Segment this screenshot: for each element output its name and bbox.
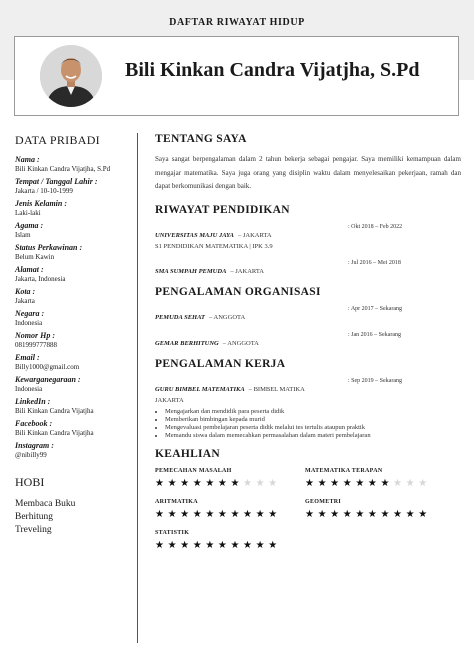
personal-field [15, 265, 137, 284]
duty-item: • Memberikan bimbingan kepada murid [165, 416, 461, 424]
pendidikan-entry [155, 224, 461, 252]
entry-title-line [155, 332, 461, 350]
filled-star-icon: ★ [217, 508, 231, 520]
about-text: Saya sangat berpengalaman dalam 2 tahun bekerja sebagai pengajar. Saya memiliki kemampuan dalam mengajar matematika. Saya juga orang yang disiplin waktu dalam menyelesaikan pekerjaan, ramah dan dapat berkomunikasi dengan baik. [155, 155, 461, 190]
skill-item [305, 468, 455, 489]
field-label: LinkedIn : [15, 397, 51, 406]
personal-field [15, 177, 137, 196]
filled-star-icon: ★ [268, 508, 281, 520]
document-title: DAFTAR RIWAYAT HIDUP [169, 17, 305, 28]
filled-star-icon: ★ [217, 539, 231, 551]
filled-star-icon: ★ [180, 508, 193, 520]
personal-field [15, 221, 137, 240]
filled-star-icon: ★ [330, 477, 343, 489]
field-value: Jakarta / 10-10-1999 [15, 187, 73, 195]
filled-star-icon: ★ [167, 539, 181, 551]
empty-star-icon: ★ [268, 477, 281, 489]
field-label: Instagram : [15, 441, 54, 450]
empty-star-icon: ★ [393, 477, 406, 489]
entry-name: PEMUDA SEHAT [155, 313, 206, 321]
empty-star-icon: ★ [405, 477, 419, 489]
filled-star-icon: ★ [405, 508, 419, 520]
filled-star-icon: ★ [180, 539, 193, 551]
filled-star-icon: ★ [342, 477, 356, 489]
name-header [14, 36, 459, 116]
filled-star-icon: ★ [317, 508, 331, 520]
filled-star-icon: ★ [217, 477, 231, 489]
skill-item [155, 468, 305, 489]
skill-name: PEMECAHAN MASALAH [155, 467, 232, 474]
personal-field [15, 155, 137, 174]
organisasi-entry [155, 332, 461, 350]
skill-item [305, 499, 455, 520]
filled-star-icon: ★ [380, 477, 394, 489]
field-value: Indonesia [15, 319, 43, 327]
entry-title-line [155, 260, 461, 278]
personal-field [15, 287, 137, 306]
skill-rating [155, 540, 305, 551]
personal-field [15, 353, 137, 372]
field-label: Facebook : [15, 419, 53, 428]
filled-star-icon: ★ [380, 508, 394, 520]
hobby-item: Membaca Buku [15, 499, 76, 509]
duty-item: • Mengevaluasi pembelajaran peserta didik melalui tes tertulis ataupun praktik [165, 424, 461, 432]
filled-star-icon: ★ [230, 477, 244, 489]
right-column [155, 133, 461, 551]
entry-role: – ANGGOTA [222, 339, 259, 347]
personal-field [15, 441, 137, 460]
field-value: Jakarta [15, 297, 35, 305]
filled-star-icon: ★ [355, 477, 368, 489]
entry-date: : Jul 2016 – Mei 2018 [348, 259, 401, 266]
field-value: Bili Kinkan Candra Vijatjha, S.Pd [15, 165, 111, 173]
entry-title-line [155, 224, 461, 242]
filled-star-icon: ★ [155, 477, 168, 489]
filled-star-icon: ★ [305, 508, 318, 520]
organisasi-entry [155, 306, 461, 324]
skill-rating [155, 478, 305, 489]
person-photo-icon [40, 45, 102, 107]
profile-photo [40, 45, 102, 107]
filled-star-icon: ★ [355, 508, 368, 520]
filled-star-icon: ★ [255, 539, 269, 551]
empty-star-icon: ★ [243, 477, 256, 489]
personal-field [15, 331, 137, 350]
filled-star-icon: ★ [205, 508, 218, 520]
field-value: Jakarta, Indonesia [15, 275, 66, 283]
personal-data-list [15, 155, 137, 460]
filled-star-icon: ★ [230, 508, 244, 520]
skills-grid [155, 468, 461, 551]
personal-field [15, 309, 137, 328]
filled-star-icon: ★ [393, 508, 406, 520]
entry-date: : Apr 2017 – Sekarang [348, 305, 402, 312]
field-value: Laki-laki [15, 209, 41, 217]
filled-star-icon: ★ [205, 477, 218, 489]
field-value: @nibilly99 [15, 451, 47, 459]
education-list [155, 224, 461, 278]
entry-date: : Jan 2016 – Sekarang [348, 331, 401, 338]
filled-star-icon: ★ [192, 539, 206, 551]
empty-star-icon: ★ [418, 477, 431, 489]
hobby-list [15, 498, 137, 537]
skill-item [155, 499, 305, 520]
filled-star-icon: ★ [155, 539, 168, 551]
section-title-hobi: HOBI [15, 475, 45, 489]
entry-role: – BIMBEL MATIKA [248, 385, 305, 393]
field-label: Tempat / Tanggal Lahir : [15, 177, 98, 186]
section-title-keahlian: KEAHLIAN [155, 447, 221, 460]
section-title-pendidikan: RIWAYAT PENDIDIKAN [155, 203, 290, 216]
field-label: Kota : [15, 287, 36, 296]
field-value: 081999777888 [15, 341, 57, 349]
field-label: Agama : [15, 221, 44, 230]
entry-name: GEMAR BERHITUNG [155, 339, 219, 347]
field-value: Islam [15, 231, 31, 239]
section-title-kerja: PENGALAMAN KERJA [155, 357, 286, 370]
filled-star-icon: ★ [367, 508, 381, 520]
filled-star-icon: ★ [418, 508, 431, 520]
entry-role: – JAKARTA [230, 267, 264, 275]
skill-name: ARITMATIKA [155, 498, 198, 505]
filled-star-icon: ★ [205, 539, 218, 551]
entry-title-line [155, 378, 461, 396]
entry-title-line [155, 306, 461, 324]
column-divider [137, 133, 138, 643]
filled-star-icon: ★ [167, 508, 181, 520]
duty-list [165, 408, 461, 440]
filled-star-icon: ★ [330, 508, 343, 520]
filled-star-icon: ★ [167, 477, 181, 489]
filled-star-icon: ★ [268, 539, 281, 551]
skill-name: GEOMETRI [305, 498, 342, 505]
entry-name: SMA SUMPAH PEMUDA [155, 267, 227, 275]
field-value: Bili Kinkan Candra Vijatjha [15, 429, 94, 437]
skill-item [155, 530, 305, 551]
field-label: Nama : [15, 155, 40, 164]
personal-field [15, 243, 137, 262]
personal-field [15, 199, 137, 218]
filled-star-icon: ★ [367, 477, 381, 489]
empty-star-icon: ★ [255, 477, 269, 489]
filled-star-icon: ★ [180, 477, 193, 489]
filled-star-icon: ★ [317, 477, 331, 489]
filled-star-icon: ★ [155, 508, 168, 520]
entry-role: – ANGGOTA [209, 313, 246, 321]
filled-star-icon: ★ [305, 477, 318, 489]
field-label: Kewarganegaraan : [15, 375, 81, 384]
filled-star-icon: ★ [342, 508, 356, 520]
entry-subtitle: JAKARTA [155, 396, 184, 404]
field-label: Status Perkawinan : [15, 243, 83, 252]
section-title-tentang-saya: TENTANG SAYA [155, 133, 247, 145]
filled-star-icon: ★ [230, 539, 244, 551]
field-label: Jenis Kelamin : [15, 199, 68, 208]
field-label: Nomor Hp : [15, 331, 55, 340]
field-value: Belum Kawin [15, 253, 55, 261]
organization-list [155, 306, 461, 350]
left-column [15, 133, 137, 537]
personal-field [15, 375, 137, 394]
personal-field [15, 419, 137, 438]
section-title-data-pribadi: DATA PRIBADI [15, 133, 100, 147]
filled-star-icon: ★ [255, 508, 269, 520]
duty-item: • Mengajarkan dan mendidik para peserta didik [165, 408, 461, 416]
hobby-item: Berhitung [15, 512, 53, 522]
field-value: Indonesia [15, 385, 43, 393]
hobby-item: Treveling [15, 525, 52, 535]
pendidikan-entry [155, 260, 461, 278]
entry-name: GURU BIMBEL MATEMATIKA [155, 385, 245, 393]
field-label: Alamat : [15, 265, 44, 274]
skill-rating [305, 509, 455, 520]
skill-rating [305, 478, 455, 489]
skill-rating [155, 509, 305, 520]
entry-date: : Sep 2019 – Sekarang [348, 377, 402, 384]
field-value: Bili Kinkan Candra Vijatjha [15, 407, 94, 415]
section-title-organisasi: PENGALAMAN ORGANISASI [155, 285, 321, 298]
personal-field [15, 397, 137, 416]
field-label: Negara : [15, 309, 45, 318]
kerja-entry [155, 378, 461, 440]
entry-date: : Okt 2018 – Feb 2022 [348, 223, 403, 230]
field-value: Billy1000@gmail.com [15, 363, 80, 371]
skill-name: STATISTIK [155, 529, 190, 536]
field-label: Email : [15, 353, 40, 362]
full-name: Bili Kinkan Candra Vijatjha, S.Pd [125, 59, 420, 81]
skill-name: MATEMATIKA TERAPAN [305, 467, 383, 474]
entry-subtitle: S1 PENDIDIKAN MATEMATIKA | IPK 3.9 [155, 242, 273, 250]
entry-role: – JAKARTA [238, 231, 272, 239]
filled-star-icon: ★ [192, 477, 206, 489]
filled-star-icon: ★ [192, 508, 206, 520]
duty-item: • Memandu siswa dalam memecahkan permasalahan dalam materi pembelajaran [165, 432, 461, 440]
entry-name: UNIVERSITAS MAJU JAYA [155, 231, 234, 239]
work-list [155, 378, 461, 440]
filled-star-icon: ★ [243, 539, 256, 551]
filled-star-icon: ★ [243, 508, 256, 520]
